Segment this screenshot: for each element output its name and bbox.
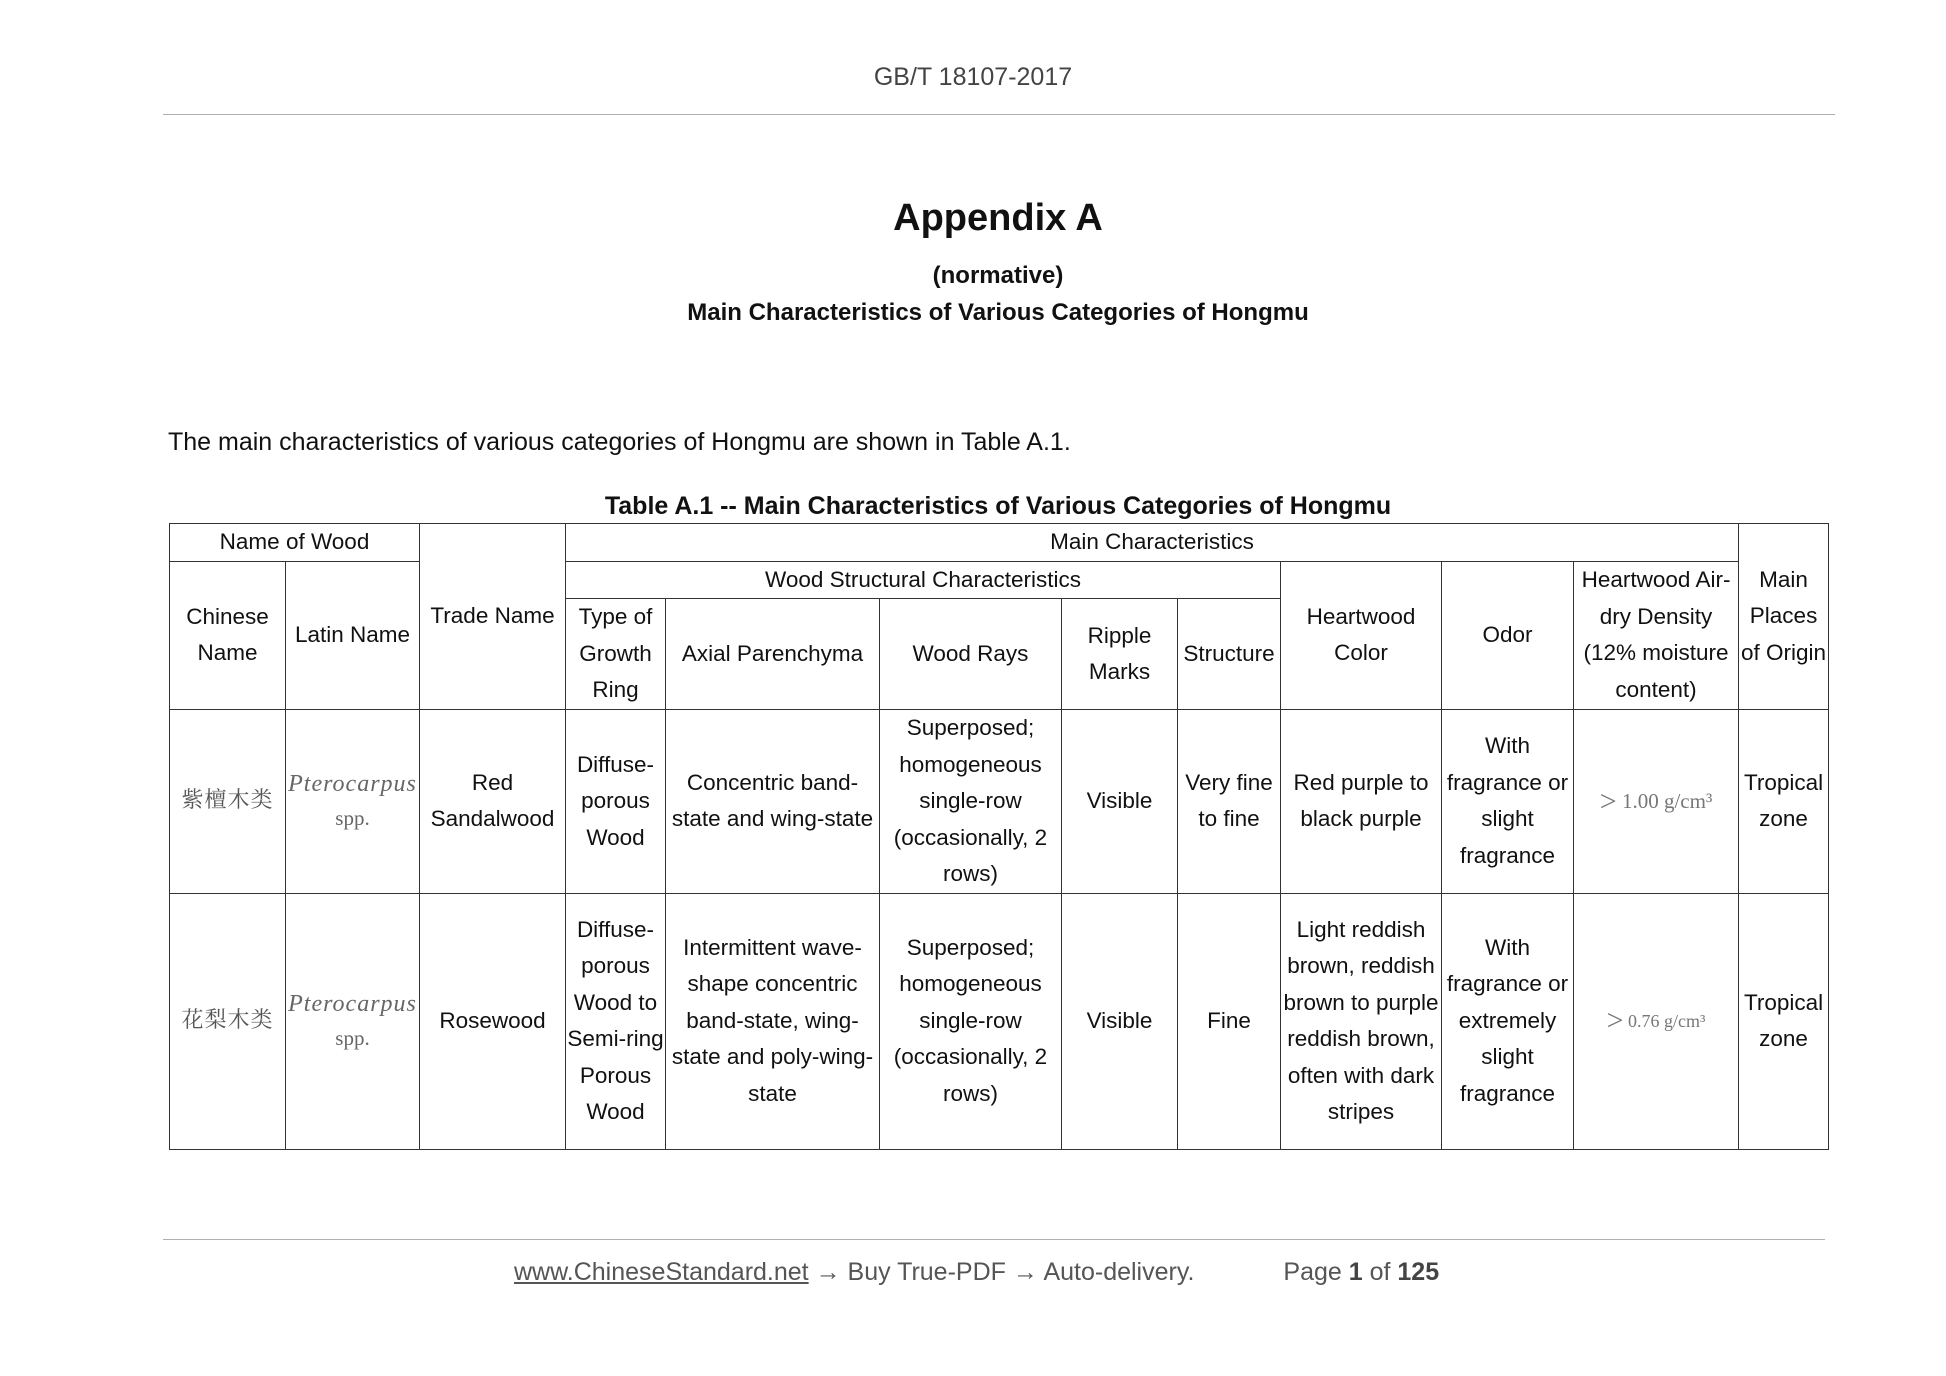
greater-than-symbol: > <box>1606 1003 1624 1037</box>
wood-rays-cell: Superposed; homogeneous single-row (occasionally, 2 rows) <box>880 710 1062 894</box>
odor-cell: With fragrance or slight fragrance <box>1442 710 1574 894</box>
chinese-name-cell: 花梨木类 <box>170 893 286 1149</box>
arrow-right-icon: → <box>1012 1258 1038 1286</box>
header-heartwood-density: Heartwood Air-dry Density (12% moisture content) <box>1574 561 1739 710</box>
density-value: 0.76 g/cm³ <box>1628 1010 1706 1031</box>
density-cell <box>1574 893 1739 1149</box>
header-heartwood-color: Heartwood Color <box>1281 561 1442 710</box>
header-divider <box>163 114 1835 115</box>
header-trade-name: Trade Name <box>420 524 566 710</box>
heartwood-color-cell: Light reddish brown, reddish brown to purple reddish brown, often with dark stripes <box>1281 893 1442 1149</box>
table-row <box>170 893 1829 1149</box>
header-structure: Structure <box>1178 599 1281 710</box>
growth-ring-cell: Diffuse-porous Wood <box>566 710 666 894</box>
table-caption: Table A.1 -- Main Characteristics of Various Categories of Hongmu <box>604 492 1392 520</box>
header-axial-parenchyma: Axial Parenchyma <box>666 599 880 710</box>
structure-cell: Very fine to fine <box>1178 710 1281 894</box>
ripple-marks-cell: Visible <box>1062 893 1178 1149</box>
origin-cell: Tropical zone <box>1739 710 1829 894</box>
buy-pdf-text: Buy True-PDF <box>847 1258 1006 1286</box>
intro-paragraph: The main characteristics of various categories of Hongmu are shown in Table A.1. <box>168 428 1071 456</box>
header-ripple-marks: Ripple Marks <box>1062 599 1178 710</box>
latin-name-cell <box>286 893 420 1149</box>
header-main-places-of-origin: Main Places of Origin <box>1739 524 1829 710</box>
document-id-header: GB/T 18107-2017 <box>873 63 1073 91</box>
header-wood-rays: Wood Rays <box>880 599 1062 710</box>
hongmu-characteristics-table <box>169 523 1829 1150</box>
axial-parenchyma-cell: Intermittent wave-shape concentric band-state, wing-state and poly-wing-state <box>666 893 880 1149</box>
auto-delivery-text: Auto-delivery. <box>1043 1258 1195 1286</box>
page-indicator <box>1283 1258 1439 1286</box>
header-wood-structural: Wood Structural Characteristics <box>566 561 1281 599</box>
footer-divider <box>163 1239 1825 1240</box>
latin-genus: Pterocarpus <box>288 771 417 798</box>
appendix-subtitle: Main Characteristics of Various Categories of Hongmu <box>687 299 1309 326</box>
trade-name-cell: Rosewood <box>420 893 566 1149</box>
wood-rays-cell: Superposed; homogeneous single-row (occasionally, 2 rows) <box>880 893 1062 1149</box>
appendix-title: Appendix A <box>893 197 1103 239</box>
structure-cell: Fine <box>1178 893 1281 1149</box>
header-name-of-wood: Name of Wood <box>170 524 420 562</box>
header-latin-name: Latin Name <box>286 561 420 710</box>
page-label: Page <box>1283 1258 1342 1286</box>
chinese-name-cell: 紫檀木类 <box>170 710 286 894</box>
latin-genus: Pterocarpus <box>288 991 417 1017</box>
website-link[interactable]: www.ChineseStandard.net <box>514 1258 809 1286</box>
trade-name-cell: Red Sandalwood <box>420 710 566 894</box>
density-value: 1.00 g/cm³ <box>1621 788 1713 813</box>
ripple-marks-cell: Visible <box>1062 710 1178 894</box>
footer <box>514 1258 1439 1287</box>
latin-name-cell <box>286 710 420 894</box>
origin-cell: Tropical zone <box>1739 893 1829 1149</box>
of-label: of <box>1369 1258 1391 1286</box>
heartwood-color-cell: Red purple to black purple <box>1281 710 1442 894</box>
axial-parenchyma-cell: Concentric band-state and wing-state <box>666 710 880 894</box>
header-odor: Odor <box>1442 561 1574 710</box>
odor-cell: With fragrance or extremely slight fragrance <box>1442 893 1574 1149</box>
latin-spp: spp. <box>335 806 370 831</box>
page-number: 1 <box>1348 1258 1363 1286</box>
greater-than-symbol: > <box>1599 784 1617 818</box>
normative-label: (normative) <box>932 262 1064 289</box>
header-growth-ring: Type of Growth Ring <box>566 599 666 710</box>
total-pages: 125 <box>1397 1258 1440 1286</box>
latin-spp: spp. <box>335 1026 370 1050</box>
header-chinese-name: Chinese Name <box>170 561 286 710</box>
arrow-right-icon: → <box>815 1258 841 1286</box>
density-cell <box>1574 710 1739 894</box>
table-row <box>170 710 1829 894</box>
header-main-characteristics: Main Characteristics <box>566 524 1739 562</box>
growth-ring-cell: Diffuse-porous Wood to Semi-ring Porous Wood <box>566 893 666 1149</box>
